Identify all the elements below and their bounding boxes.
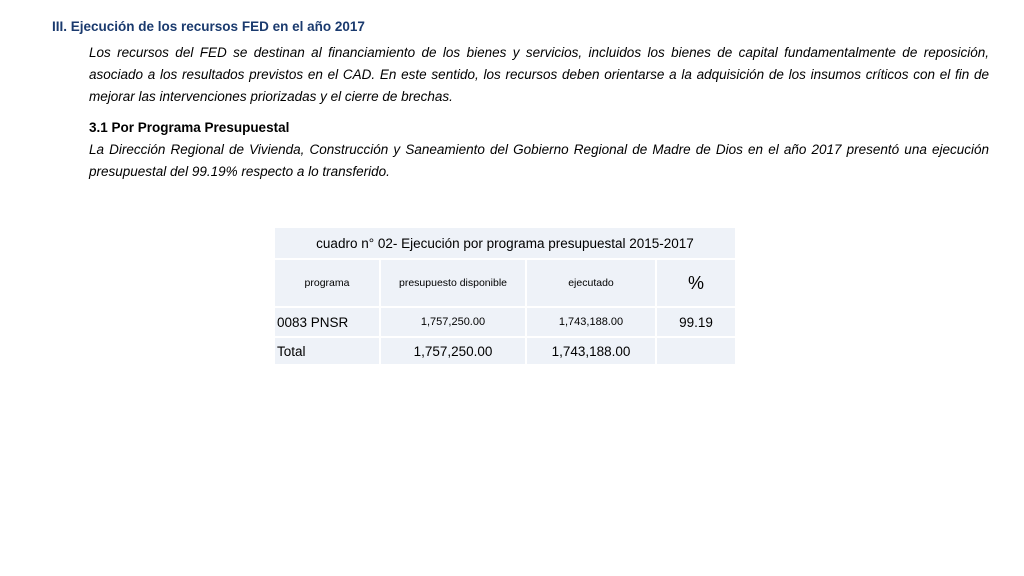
header-ejecutado: ejecutado xyxy=(526,259,656,307)
cell-percent: 99.19 xyxy=(656,307,736,337)
cell-programa: 0083 PNSR xyxy=(274,307,380,337)
cell-presupuesto: 1,757,250.00 xyxy=(380,307,526,337)
table-row xyxy=(274,307,736,337)
header-presupuesto: presupuesto disponible xyxy=(380,259,526,307)
header-percent: % xyxy=(656,259,736,307)
cell-programa: Total xyxy=(274,337,380,365)
cell-ejecutado: 1,743,188.00 xyxy=(526,307,656,337)
table-caption: cuadro n° 02- Ejecución por programa presupuestal 2015-2017 xyxy=(274,227,736,259)
cell-presupuesto: 1,757,250.00 xyxy=(380,337,526,365)
header-programa: programa xyxy=(274,259,380,307)
subsection-heading: 3.1 Por Programa Presupuestal xyxy=(89,120,290,135)
cell-ejecutado: 1,743,188.00 xyxy=(526,337,656,365)
cell-percent xyxy=(656,337,736,365)
section-heading: III. Ejecución de los recursos FED en el año 2017 xyxy=(52,19,365,34)
paragraph-fed-resources: Los recursos del FED se destinan al financiamiento de los bienes y servicios, incluidos los bienes de capital fundamentalmente de reposición, asociado a los resultados previstos en el CAD. En este sentido, los recursos deben orientarse a la adquisición de los insumos críticos con el fin de mejorar las intervenciones priorizadas y el cierre de brechas. xyxy=(89,45,989,104)
paragraph-execution: La Dirección Regional de Vivienda, Construcción y Saneamiento del Gobierno Regional de Madre de Dios en el año 2017 presentó una ejecución presupuestal del 99.19% respecto a lo transferido. xyxy=(89,142,989,179)
table-header-row xyxy=(274,259,736,307)
budget-execution-table xyxy=(273,226,737,366)
table-row-total xyxy=(274,337,736,365)
